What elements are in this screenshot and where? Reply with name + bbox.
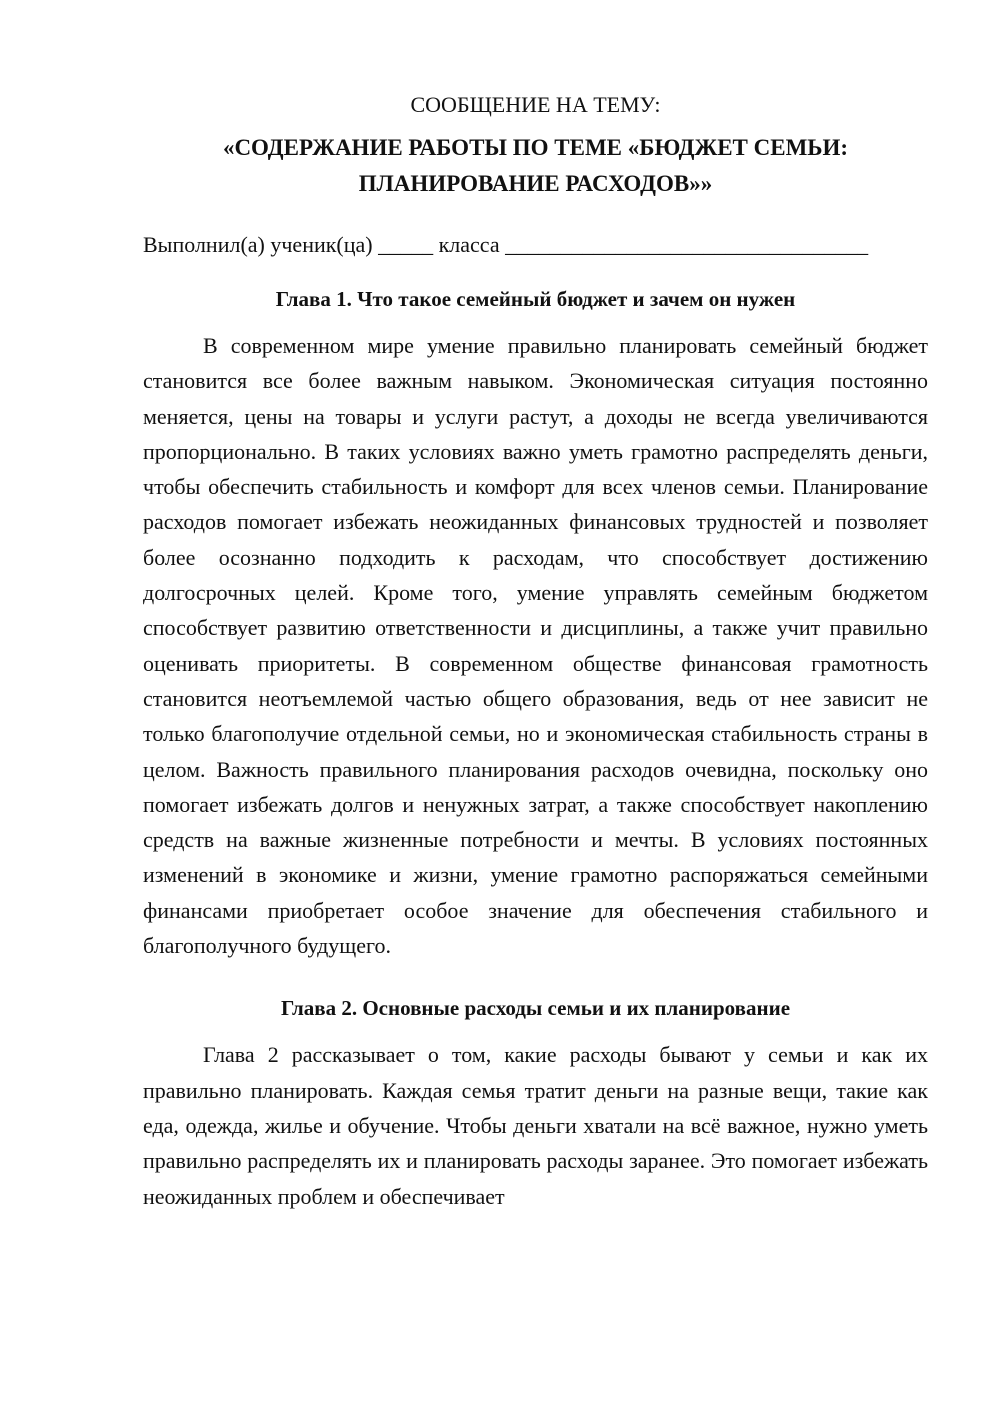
document-page [143,90,928,1214]
chapter-1-heading: Глава 1. Что такое семейный бюджет и зачем он нужен [275,287,796,311]
document-title [143,130,928,202]
chapter-1-paragraph: В современном мире умение правильно планировать семейный бюджет становится все более важным навыком. Экономическая ситуация постоянно меняется, цены на товары и услуги растут, а доходы не всегда увеличиваются пропорционально. В таких условиях важно уметь грамотно распределять деньги, чтобы обеспечить стабильность и комфорт для всех членов семьи. Планирование расходов помогает избежать неожиданных финансовых трудностей и позволяет более осознанно подходить к расходам, что способствует достижению долгосрочных целей. Кроме того, умение управлять семейным бюджетом способствует развитию ответственности и дисциплины, а также учит правильно оценивать приоритеты. В современном обществе финансовая грамотность становится неотъемлемой частью общего образования, ведь от нее зависит не только благополучие отдельной семьи, но и экономическая стабильность страны в целом. Важность правильного планирования расходов очевидна, поскольку оно помогает избежать долгов и ненужных затрат, а также способствует накоплению средств на важные жизненные потребности и мечты. В условиях постоянных изменений в экономике и жизни, умение грамотно распоряжаться семейными финансами приобретает особое значение для обеспечения стабильного и благополучного будущего. [143,333,928,959]
document-title-line-1: «СОДЕРЖАНИЕ РАБОТЫ ПО ТЕМЕ «БЮДЖЕТ СЕМЬИ: [222,135,849,160]
author-line: Выполнил(а) ученик(ца) _____ класса _________________________________ [143,232,869,257]
document-header: СООБЩЕНИЕ НА ТЕМУ: [410,92,661,117]
document-title-line-2: ПЛАНИРОВАНИЕ РАСХОДОВ»» [358,171,713,196]
chapter-2-heading: Глава 2. Основные расходы семьи и их планирование [280,996,791,1021]
chapter-2-paragraph: Глава 2 рассказывает о том, какие расходы бывают у семьи и как их правильно планировать. Каждая семья тратит деньги на разные вещи, такие как еда, одежда, жилье и обучение. Чтобы деньги хватали на всё важное, нужно уметь правильно распределять их и планировать расходы заранее. Это помогает избежать неожиданных проблем и обеспечивает [143,1042,928,1209]
